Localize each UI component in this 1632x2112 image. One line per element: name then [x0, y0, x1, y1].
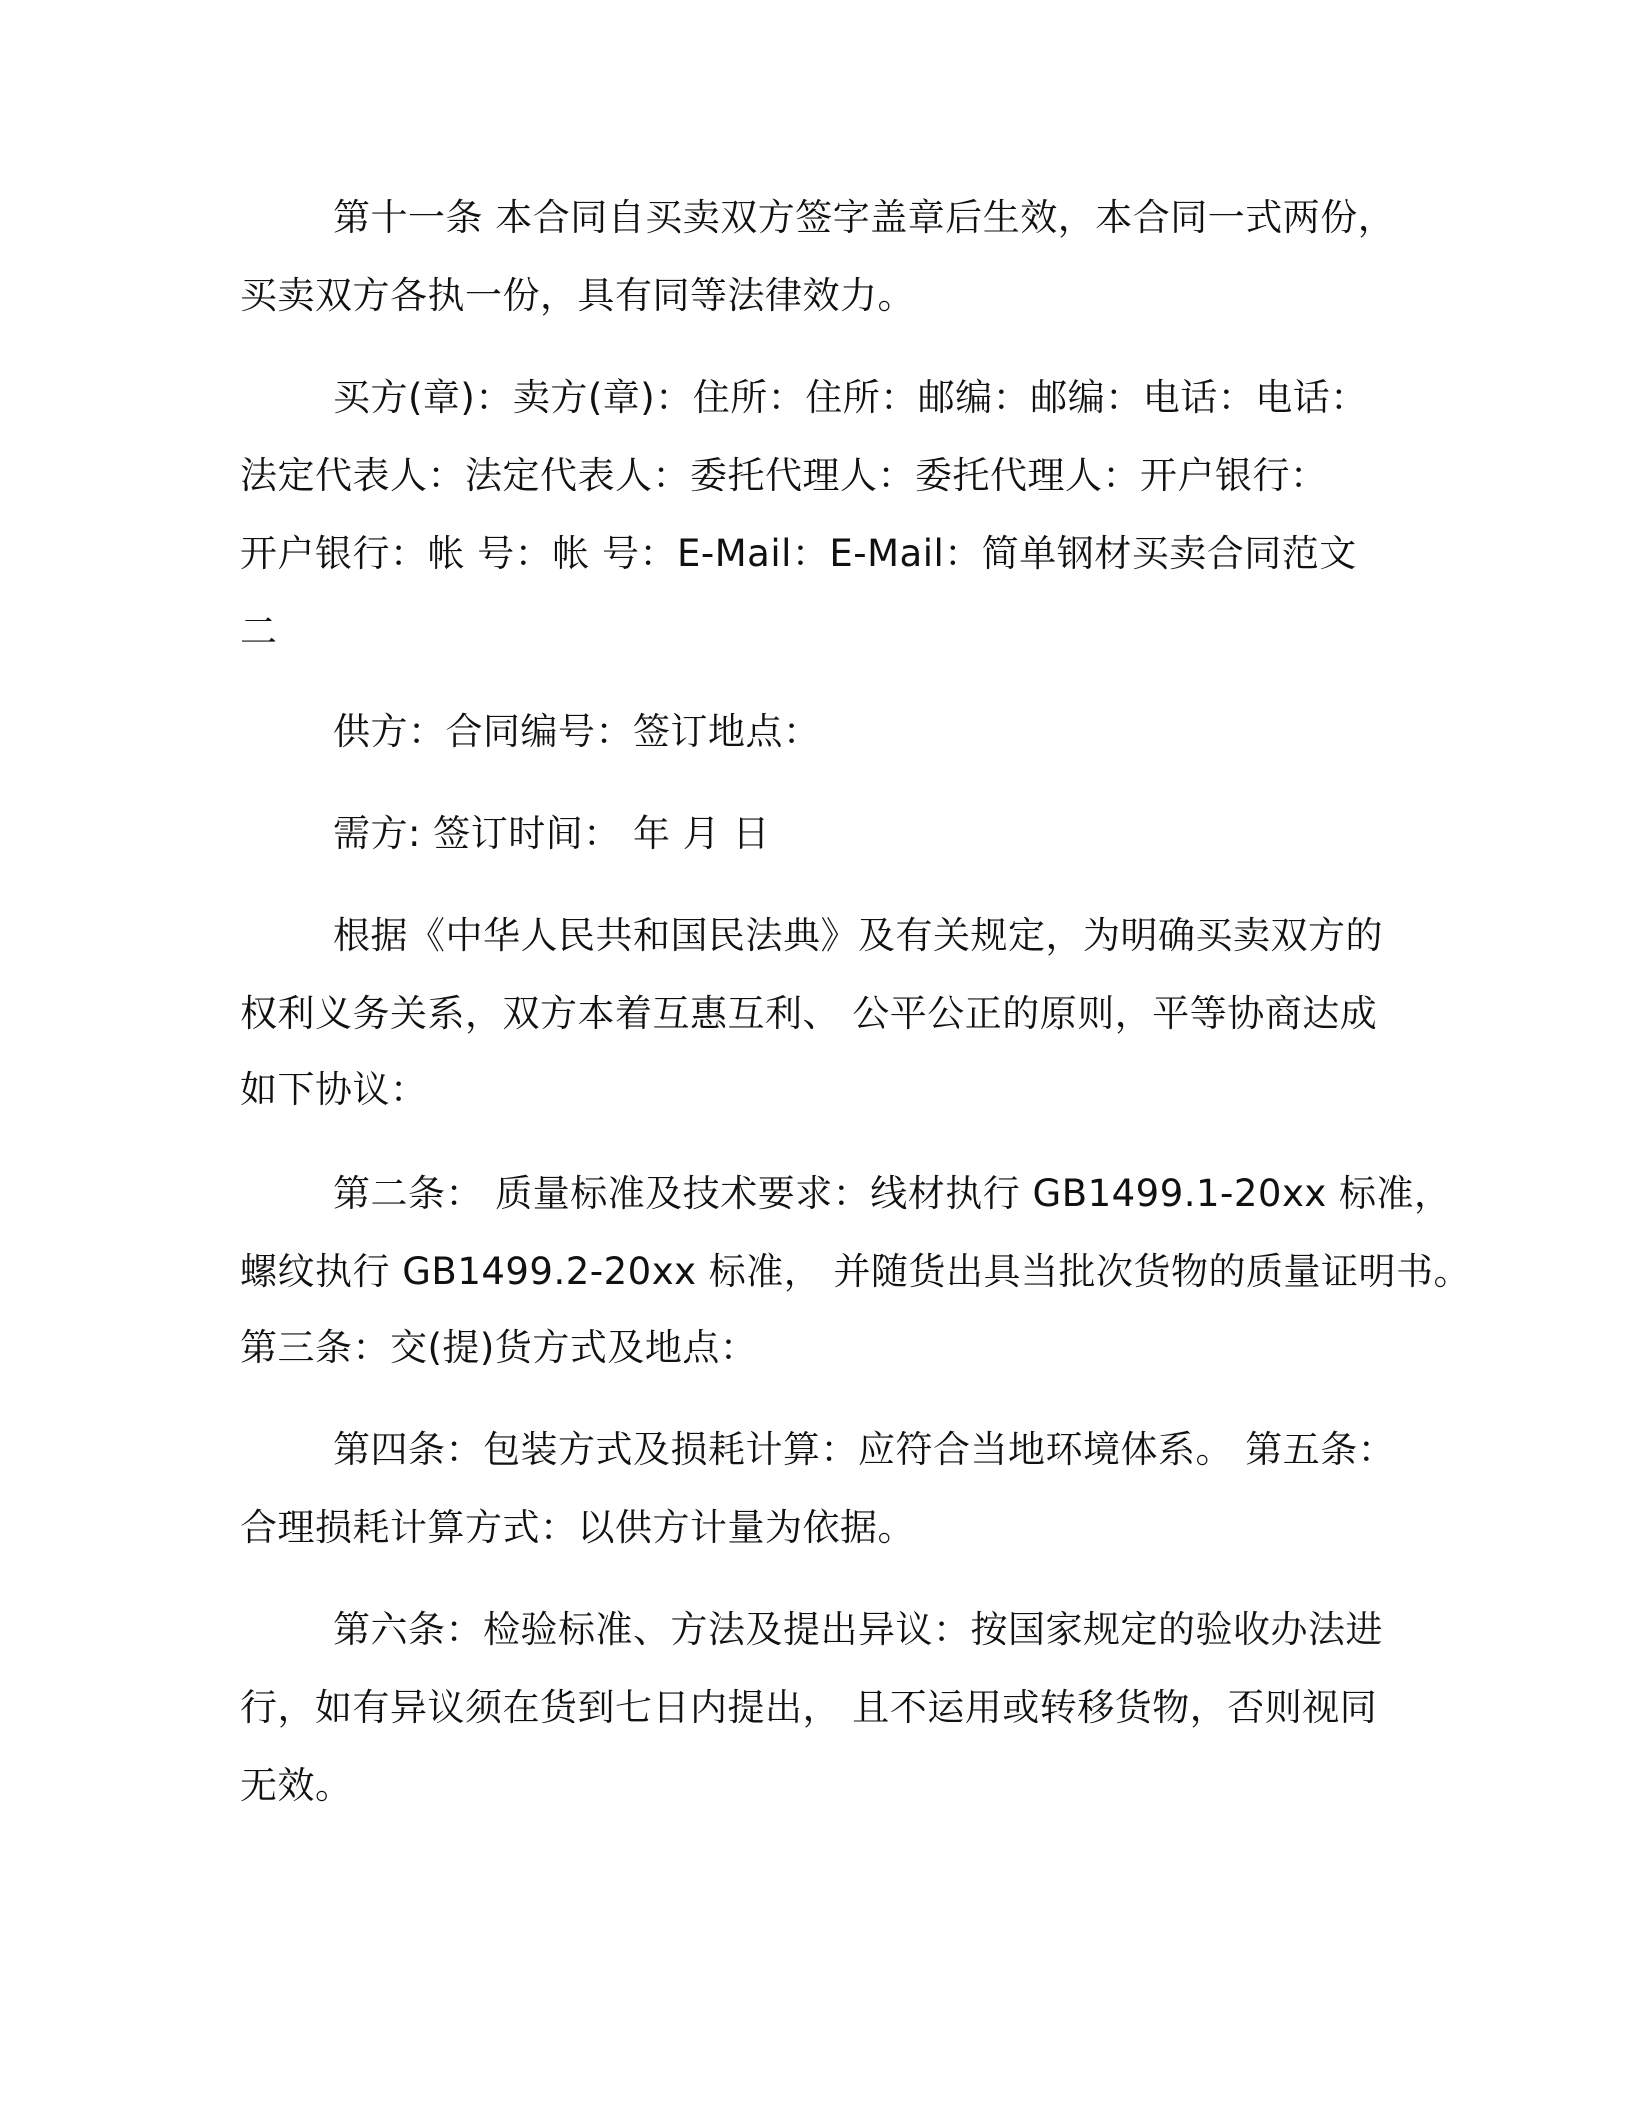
clause-6-line-1: 第六条：检验标准、方法及提出异议：按国家规定的验收办法进: [333, 1608, 1383, 1651]
signature-fields-line-4: 二: [240, 610, 278, 653]
clause-11-line-2: 买卖双方各执一份，具有同等法律效力。: [240, 274, 915, 317]
clause-6-line-2: 行，如有异议须在货到七日内提出， 且不运用或转移货物，否则视同: [240, 1686, 1378, 1729]
preamble-line-1: 根据《中华人民共和国民法典》及有关规定，为明确买卖双方的: [333, 914, 1383, 957]
clause-11-line-1: 第十一条 本合同自买卖双方签字盖章后生效，本合同一式两份，: [333, 196, 1396, 239]
clause-4-5-line-2: 合理损耗计算方式：以供方计量为依据。: [240, 1506, 915, 1549]
clause-3: 第三条：交(提)货方式及地点：: [240, 1326, 758, 1369]
signature-fields-line-3: 开户银行：帐 号：帐 号：E-Mail：E-Mail：简单钢材买卖合同范文: [240, 532, 1357, 575]
signature-fields-line-1: 买方(章)：卖方(章)：住所：住所：邮编：邮编：电话：电话：: [333, 376, 1368, 419]
clause-2-line-1: 第二条： 质量标准及技术要求：线材执行 GB1499.1-20xx 标准，: [333, 1172, 1452, 1215]
clause-6-line-3: 无效。: [240, 1764, 353, 1807]
buyer-info: 需方: 签订时间： 年 月 日: [333, 812, 771, 855]
preamble-line-2: 权利义务关系，双方本着互惠互利、 公平公正的原则，平等协商达成: [240, 992, 1378, 1035]
clause-2-line-2: 螺纹执行 GB1499.2-20xx 标准， 并随货出具当批次货物的质量证明书。: [240, 1250, 1472, 1293]
signature-fields-line-2: 法定代表人：法定代表人：委托代理人：委托代理人：开户银行：: [240, 454, 1328, 497]
preamble-line-3: 如下协议：: [240, 1068, 428, 1111]
clause-4-5-line-1: 第四条：包装方式及损耗计算：应符合当地环境体系。 第五条：: [333, 1428, 1396, 1471]
supplier-info: 供方：合同编号：签订地点：: [333, 710, 821, 753]
